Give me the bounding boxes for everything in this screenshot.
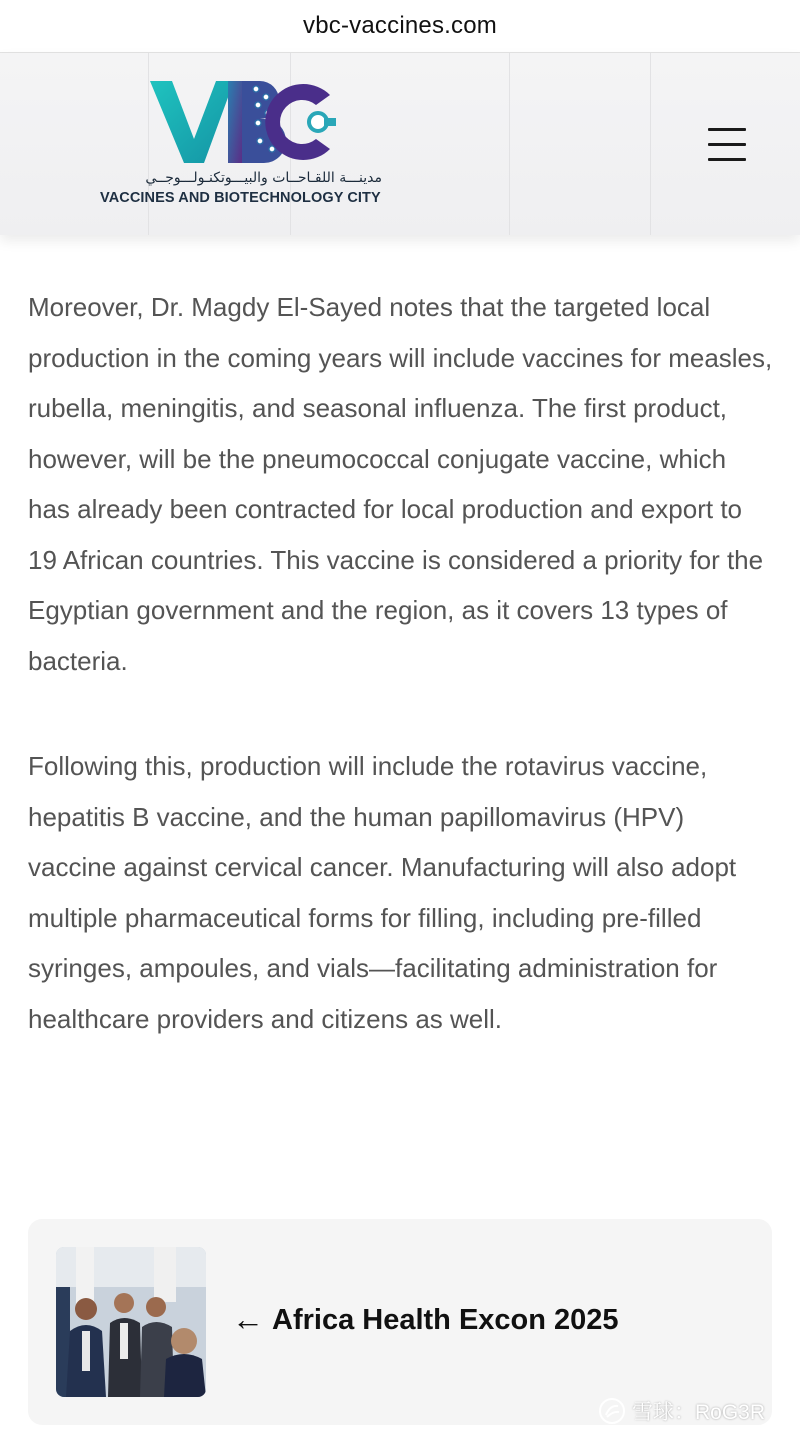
xueqiu-watermark	[598, 1396, 765, 1426]
hamburger-menu-icon[interactable]	[700, 125, 754, 165]
event-photo-thumbnail[interactable]	[56, 1247, 206, 1397]
browser-url-bar[interactable]	[0, 0, 800, 53]
logo-tagline: VACCINES AND BIOTECHNOLOGY CITY	[100, 190, 381, 206]
watermark-text: 雪球：RoG3R	[632, 1401, 766, 1424]
logo-arabic-text: مدينـــة اللقـاحــات والبيـــوتكنـولـــوجــي	[145, 170, 382, 186]
article-paragraph: Following this, production will include the rotavirus vaccine, hepatitis B vaccine, and the human papillomavirus (HPV) vaccine against cervical cancer. Manufacturing will also adopt multiple pharmaceutical forms for filling, including pre-filled syringes, ampoules, and vials—facilitating administration for healthcare providers and citizens as well.	[28, 751, 737, 1034]
arrow-left-icon: ←	[232, 1301, 264, 1337]
xueqiu-logo-icon	[598, 1397, 626, 1425]
site-header	[0, 53, 800, 235]
previous-post-card[interactable]	[28, 1219, 772, 1425]
article-body	[28, 282, 773, 1044]
previous-post-title[interactable]: Africa Health Excon 2025	[272, 1304, 619, 1336]
vbc-logo-mark	[148, 77, 338, 167]
vbc-logo[interactable]	[100, 77, 390, 217]
article-paragraph: Moreover, Dr. Magdy El-Sayed notes that the targeted local production in the coming years will include vaccines for measles, rubella, meningitis, and seasonal influenza. The first product, however, will be the pneumococcal conjugate vaccine, which has already been contracted for local production and export to 19 African countries. This vaccine is considered a priority for the Egyptian government and the region, as it covers 13 types of bacteria.	[28, 292, 773, 676]
url-text: vbc-vaccines.com	[303, 12, 497, 39]
